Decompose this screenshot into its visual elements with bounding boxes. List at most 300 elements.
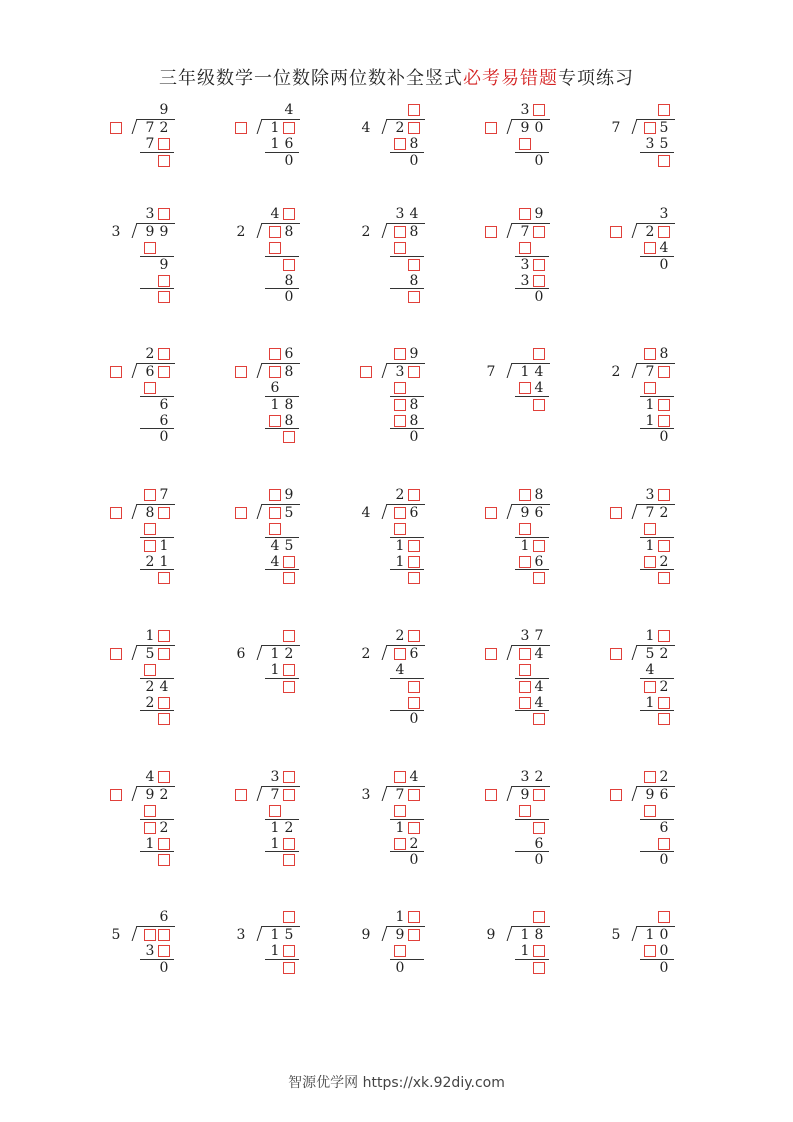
answer-box[interactable] [158,838,170,850]
work-digit[interactable] [533,538,545,554]
quotient-ones[interactable] [283,206,295,222]
answer-box[interactable] [533,259,545,271]
answer-box[interactable] [408,572,420,584]
work-digit[interactable] [533,273,545,289]
work-digit[interactable] [394,136,406,152]
answer-box[interactable] [533,713,545,725]
answer-box[interactable] [269,489,281,501]
work-digit[interactable] [158,289,170,305]
answer-box[interactable] [394,507,406,519]
work-digit[interactable] [158,695,170,711]
work-digit[interactable] [283,662,295,678]
answer-box[interactable] [394,648,406,660]
work-digit[interactable] [394,803,406,819]
divisor[interactable] [610,505,622,521]
work-digit[interactable] [283,570,295,586]
answer-box[interactable] [144,929,156,941]
work-digit[interactable] [658,413,670,429]
work-digit[interactable] [519,380,531,396]
answer-box[interactable] [158,507,170,519]
answer-box[interactable] [158,572,170,584]
answer-box[interactable] [644,242,656,254]
answer-box[interactable] [519,556,531,568]
work-digit[interactable] [658,570,670,586]
work-digit[interactable] [533,570,545,586]
answer-box[interactable] [158,291,170,303]
answer-box[interactable] [144,805,156,817]
dividend-ones[interactable] [158,646,170,662]
quotient-ones[interactable] [158,769,170,785]
work-digit[interactable] [519,679,531,695]
work-digit[interactable] [158,852,170,868]
dividend-ones[interactable] [408,787,420,803]
quotient-ones[interactable] [533,909,545,925]
dividend-ones[interactable] [158,927,170,943]
work-digit[interactable] [158,136,170,152]
work-digit[interactable] [644,943,656,959]
answer-box[interactable] [408,104,420,116]
work-digit[interactable] [408,538,420,554]
answer-box[interactable] [144,523,156,535]
divisor[interactable] [610,787,622,803]
work-digit[interactable] [408,820,420,836]
answer-box[interactable] [283,664,295,676]
work-digit[interactable] [269,240,281,256]
answer-box[interactable] [394,226,406,238]
answer-box[interactable] [644,805,656,817]
work-digit[interactable] [144,803,156,819]
answer-box[interactable] [519,697,531,709]
answer-box[interactable] [519,242,531,254]
work-digit[interactable] [283,257,295,273]
work-digit[interactable] [408,289,420,305]
dividend-ones[interactable] [658,224,670,240]
dividend-tens[interactable] [519,646,531,662]
answer-box[interactable] [144,489,156,501]
dividend-ones[interactable] [658,364,670,380]
quotient-tens[interactable] [519,487,531,503]
answer-box[interactable] [658,415,670,427]
answer-box[interactable] [158,630,170,642]
answer-box[interactable] [408,789,420,801]
work-digit[interactable] [144,521,156,537]
quotient-ones[interactable] [283,628,295,644]
answer-box[interactable] [283,789,295,801]
answer-box[interactable] [144,822,156,834]
answer-box[interactable] [658,630,670,642]
quotient-tens[interactable] [394,769,406,785]
answer-box[interactable] [283,911,295,923]
dividend-tens[interactable] [644,120,656,136]
answer-box[interactable] [658,540,670,552]
work-digit[interactable] [394,413,406,429]
work-digit[interactable] [408,679,420,695]
answer-box[interactable] [269,507,281,519]
quotient-ones[interactable] [533,102,545,118]
quotient-ones[interactable] [658,487,670,503]
answer-box[interactable] [158,648,170,660]
answer-box[interactable] [394,838,406,850]
answer-box[interactable] [144,242,156,254]
work-digit[interactable] [158,836,170,852]
answer-box[interactable] [408,122,420,134]
answer-box[interactable] [394,805,406,817]
quotient-tens[interactable] [394,346,406,362]
dividend-ones[interactable] [533,787,545,803]
work-digit[interactable] [408,695,420,711]
answer-box[interactable] [360,366,372,378]
dividend-tens[interactable] [269,224,281,240]
work-digit[interactable] [394,521,406,537]
dividend-tens[interactable] [394,505,406,521]
answer-box[interactable] [519,664,531,676]
answer-box[interactable] [158,771,170,783]
answer-box[interactable] [110,789,122,801]
work-digit[interactable] [144,240,156,256]
work-digit[interactable] [658,153,670,169]
answer-box[interactable] [533,399,545,411]
answer-box[interactable] [485,122,497,134]
answer-box[interactable] [110,366,122,378]
divisor[interactable] [485,646,497,662]
answer-box[interactable] [283,431,295,443]
work-digit[interactable] [519,554,531,570]
answer-box[interactable] [269,805,281,817]
answer-box[interactable] [235,366,247,378]
answer-box[interactable] [283,259,295,271]
divisor[interactable] [485,787,497,803]
work-digit[interactable] [658,695,670,711]
work-digit[interactable] [533,820,545,836]
quotient-tens[interactable] [644,769,656,785]
divisor[interactable] [485,120,497,136]
answer-box[interactable] [658,911,670,923]
work-digit[interactable] [144,820,156,836]
answer-box[interactable] [394,415,406,427]
work-digit[interactable] [158,570,170,586]
work-digit[interactable] [519,240,531,256]
answer-box[interactable] [533,572,545,584]
dividend-ones[interactable] [283,787,295,803]
work-digit[interactable] [644,803,656,819]
answer-box[interactable] [519,648,531,660]
work-digit[interactable] [394,397,406,413]
answer-box[interactable] [533,945,545,957]
answer-box[interactable] [485,648,497,660]
answer-box[interactable] [158,366,170,378]
answer-box[interactable] [158,945,170,957]
work-digit[interactable] [658,711,670,727]
divisor[interactable] [235,364,247,380]
answer-box[interactable] [158,275,170,287]
dividend-ones[interactable] [158,364,170,380]
answer-box[interactable] [394,771,406,783]
answer-box[interactable] [533,822,545,834]
answer-box[interactable] [158,854,170,866]
divisor[interactable] [610,646,622,662]
quotient-ones[interactable] [158,628,170,644]
work-digit[interactable] [283,836,295,852]
divisor[interactable] [360,364,372,380]
divisor[interactable] [235,505,247,521]
answer-box[interactable] [610,648,622,660]
answer-box[interactable] [519,489,531,501]
quotient-ones[interactable] [408,909,420,925]
answer-box[interactable] [533,540,545,552]
answer-box[interactable] [658,838,670,850]
quotient-ones[interactable] [283,769,295,785]
answer-box[interactable] [269,242,281,254]
work-digit[interactable] [144,380,156,396]
divisor[interactable] [110,364,122,380]
answer-box[interactable] [269,523,281,535]
work-digit[interactable] [269,803,281,819]
work-digit[interactable] [394,836,406,852]
answer-box[interactable] [610,507,622,519]
divisor[interactable] [235,787,247,803]
quotient-tens[interactable] [519,206,531,222]
answer-box[interactable] [610,226,622,238]
answer-box[interactable] [158,208,170,220]
answer-box[interactable] [644,523,656,535]
quotient-ones[interactable] [408,628,420,644]
work-digit[interactable] [519,803,531,819]
answer-box[interactable] [533,962,545,974]
work-digit[interactable] [269,521,281,537]
answer-box[interactable] [610,789,622,801]
answer-box[interactable] [110,122,122,134]
answer-box[interactable] [519,523,531,535]
work-digit[interactable] [408,554,420,570]
answer-box[interactable] [533,348,545,360]
answer-box[interactable] [269,226,281,238]
answer-box[interactable] [269,348,281,360]
work-digit[interactable] [644,240,656,256]
work-digit[interactable] [644,679,656,695]
answer-box[interactable] [519,138,531,150]
divisor[interactable] [110,646,122,662]
answer-box[interactable] [408,630,420,642]
answer-box[interactable] [144,382,156,394]
answer-box[interactable] [283,208,295,220]
answer-box[interactable] [408,366,420,378]
answer-box[interactable] [394,399,406,411]
answer-box[interactable] [283,945,295,957]
answer-box[interactable] [110,648,122,660]
quotient-tens[interactable] [269,346,281,362]
answer-box[interactable] [283,681,295,693]
answer-box[interactable] [658,399,670,411]
answer-box[interactable] [408,540,420,552]
answer-box[interactable] [408,697,420,709]
answer-box[interactable] [408,489,420,501]
answer-box[interactable] [644,945,656,957]
work-digit[interactable] [158,153,170,169]
quotient-ones[interactable] [158,206,170,222]
divisor[interactable] [610,224,622,240]
answer-box[interactable] [158,713,170,725]
answer-box[interactable] [658,572,670,584]
dividend-ones[interactable] [408,927,420,943]
work-digit[interactable] [394,380,406,396]
divisor[interactable] [110,505,122,521]
dividend-tens[interactable] [394,646,406,662]
answer-box[interactable] [658,366,670,378]
answer-box[interactable] [519,208,531,220]
answer-box[interactable] [394,382,406,394]
answer-box[interactable] [519,382,531,394]
answer-box[interactable] [533,275,545,287]
answer-box[interactable] [644,348,656,360]
work-digit[interactable] [394,943,406,959]
answer-box[interactable] [658,697,670,709]
work-digit[interactable] [519,662,531,678]
answer-box[interactable] [485,226,497,238]
work-digit[interactable] [644,380,656,396]
dividend-ones[interactable] [408,364,420,380]
work-digit[interactable] [519,695,531,711]
answer-box[interactable] [533,911,545,923]
work-digit[interactable] [394,240,406,256]
answer-box[interactable] [283,962,295,974]
answer-box[interactable] [283,556,295,568]
quotient-tens[interactable] [144,487,156,503]
dividend-tens[interactable] [269,364,281,380]
answer-box[interactable] [283,771,295,783]
answer-box[interactable] [519,805,531,817]
work-digit[interactable] [533,397,545,413]
work-digit[interactable] [283,554,295,570]
work-digit[interactable] [408,257,420,273]
work-digit[interactable] [283,852,295,868]
work-digit[interactable] [658,397,670,413]
answer-box[interactable] [408,291,420,303]
answer-box[interactable] [269,366,281,378]
dividend-ones[interactable] [408,120,420,136]
answer-box[interactable] [533,226,545,238]
dividend-ones[interactable] [533,224,545,240]
answer-box[interactable] [408,822,420,834]
answer-box[interactable] [283,122,295,134]
work-digit[interactable] [144,538,156,554]
dividend-tens[interactable] [394,224,406,240]
dividend-tens[interactable] [269,505,281,521]
quotient-tens[interactable] [269,487,281,503]
answer-box[interactable] [144,664,156,676]
answer-box[interactable] [283,854,295,866]
quotient-ones[interactable] [408,487,420,503]
answer-box[interactable] [658,226,670,238]
answer-box[interactable] [644,382,656,394]
answer-box[interactable] [658,489,670,501]
work-digit[interactable] [158,273,170,289]
answer-box[interactable] [235,789,247,801]
answer-box[interactable] [394,138,406,150]
work-digit[interactable] [658,836,670,852]
answer-box[interactable] [283,572,295,584]
quotient-ones[interactable] [408,102,420,118]
answer-box[interactable] [394,523,406,535]
dividend-tens[interactable] [144,927,156,943]
answer-box[interactable] [644,556,656,568]
work-digit[interactable] [269,413,281,429]
answer-box[interactable] [658,104,670,116]
answer-box[interactable] [144,540,156,552]
answer-box[interactable] [485,507,497,519]
work-digit[interactable] [533,711,545,727]
work-digit[interactable] [283,679,295,695]
work-digit[interactable] [144,662,156,678]
work-digit[interactable] [283,943,295,959]
work-digit[interactable] [283,960,295,976]
answer-box[interactable] [644,122,656,134]
work-digit[interactable] [644,521,656,537]
answer-box[interactable] [158,155,170,167]
answer-box[interactable] [283,838,295,850]
work-digit[interactable] [644,554,656,570]
answer-box[interactable] [235,507,247,519]
divisor[interactable] [110,120,122,136]
quotient-ones[interactable] [158,346,170,362]
answer-box[interactable] [408,259,420,271]
work-digit[interactable] [533,257,545,273]
answer-box[interactable] [408,929,420,941]
quotient-ones[interactable] [658,628,670,644]
answer-box[interactable] [235,122,247,134]
divisor[interactable] [235,120,247,136]
answer-box[interactable] [158,697,170,709]
divisor[interactable] [485,505,497,521]
dividend-ones[interactable] [158,505,170,521]
answer-box[interactable] [485,789,497,801]
work-digit[interactable] [283,429,295,445]
answer-box[interactable] [394,945,406,957]
answer-box[interactable] [408,911,420,923]
answer-box[interactable] [408,556,420,568]
answer-box[interactable] [394,242,406,254]
answer-box[interactable] [269,415,281,427]
answer-box[interactable] [533,104,545,116]
answer-box[interactable] [644,681,656,693]
work-digit[interactable] [533,943,545,959]
divisor[interactable] [485,224,497,240]
answer-box[interactable] [110,507,122,519]
quotient-tens[interactable] [644,346,656,362]
work-digit[interactable] [519,521,531,537]
dividend-ones[interactable] [283,120,295,136]
answer-box[interactable] [644,771,656,783]
answer-box[interactable] [158,348,170,360]
answer-box[interactable] [519,681,531,693]
answer-box[interactable] [158,138,170,150]
divisor[interactable] [110,787,122,803]
work-digit[interactable] [658,538,670,554]
work-digit[interactable] [519,136,531,152]
answer-box[interactable] [158,929,170,941]
quotient-ones[interactable] [658,102,670,118]
quotient-ones[interactable] [283,909,295,925]
work-digit[interactable] [408,570,420,586]
answer-box[interactable] [408,681,420,693]
quotient-ones[interactable] [533,346,545,362]
answer-box[interactable] [658,713,670,725]
quotient-ones[interactable] [658,909,670,925]
answer-box[interactable] [283,630,295,642]
work-digit[interactable] [158,943,170,959]
work-digit[interactable] [533,960,545,976]
answer-box[interactable] [658,155,670,167]
answer-box[interactable] [533,789,545,801]
